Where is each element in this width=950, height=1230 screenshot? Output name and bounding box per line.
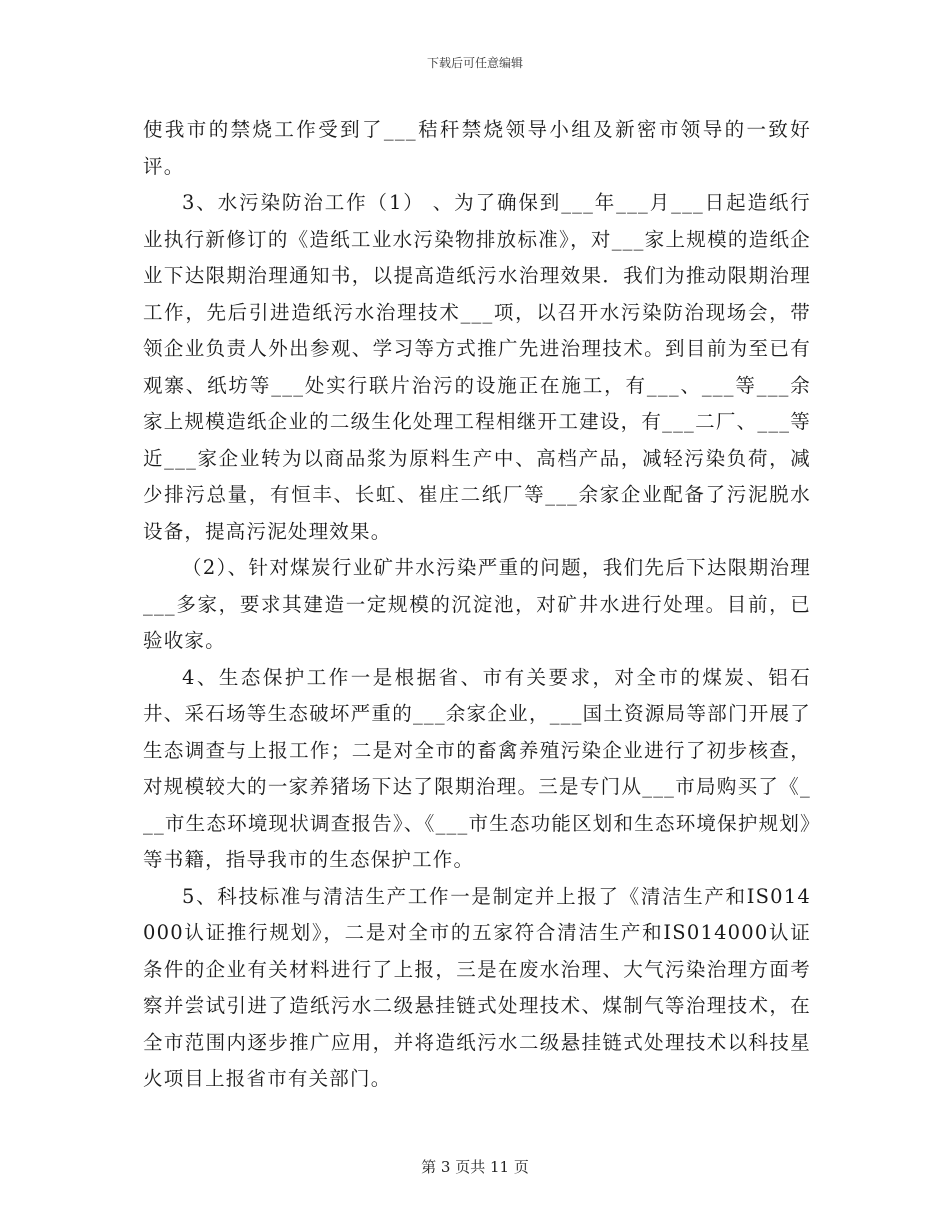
paragraph-water-pollution: 3、水污染防治工作（1） 、为了确保到___年___月___日起造纸行业执行新修订的《造纸工业水污染物排放标准》，对___家上规模的造纸企业下达限期治理通知书，以提高造纸污水治理效果．我们为推动限期治理工作，先后引进造纸污水治理技术___项，以召开水污染防治现场会，带领企业负责人外出参观、学习等方式推广先进治理技术。到目前为至已有观寨、纸坊等___处实行联片治污的设施正在施工，有___、___等___余家上规模造纸企业的二级生化处理工程相继开工建设，有___二厂、___等近___家企业转为以商品浆为原料生产中、高档产品，减轻污染负荷，减少排污总量，有恒丰、长虹、崔庄二纸厂等___余家企业配备了污泥脱水设备，提高污泥处理效果。 bbox=[143, 191, 811, 543]
page-footer: 第 3 页共 11 页 bbox=[421, 1158, 529, 1176]
page-header: 下载后可任意编辑 bbox=[426, 56, 523, 70]
paragraph-mine-water: （2）、针对煤炭行业矿井水污染严重的问题，我们先后下达限期治理___多家，要求其建造一定规模的沉淀池，对矿井水进行处理。目前，已验收家。 bbox=[143, 556, 811, 652]
document-body bbox=[143, 112, 811, 1098]
paragraph-continuation: 使我市的禁烧工作受到了___秸秆禁烧领导小组及新密市领导的一致好评。 bbox=[143, 118, 811, 178]
paragraph-ecological-protection: 4、生态保护工作一是根据省、市有关要求，对全市的煤炭、铝石井、采石场等生态破坏严重的___余家企业，___国土资源局等部门开展了生态调查与上报工作；二是对全市的畜禽养殖污染企业进行了初步核查，对规模较大的一家养猪场下达了限期治理。三是专门从___市局购买了《___市生态环境现状调查报告》、《___市生态功能区划和生态环境保护规划》等书籍，指导我市的生态保护工作。 bbox=[143, 665, 811, 871]
paragraph-clean-production: 5、科技标准与清洁生产工作一是制定并上报了《清洁生产和IS014000认证推行规划》，二是对全市的五家符合清洁生产和IS014000认证条件的企业有关材料进行了上报，三是在废水治理、大气污染治理方面考察并尝试引进了造纸污水二级悬挂链式处理技术、煤制气等治理技术，在全市范围内逐步推广应用，并将造纸污水二级悬挂链式处理技术以科技星火项目上报省市有关部门。 bbox=[143, 884, 811, 1090]
